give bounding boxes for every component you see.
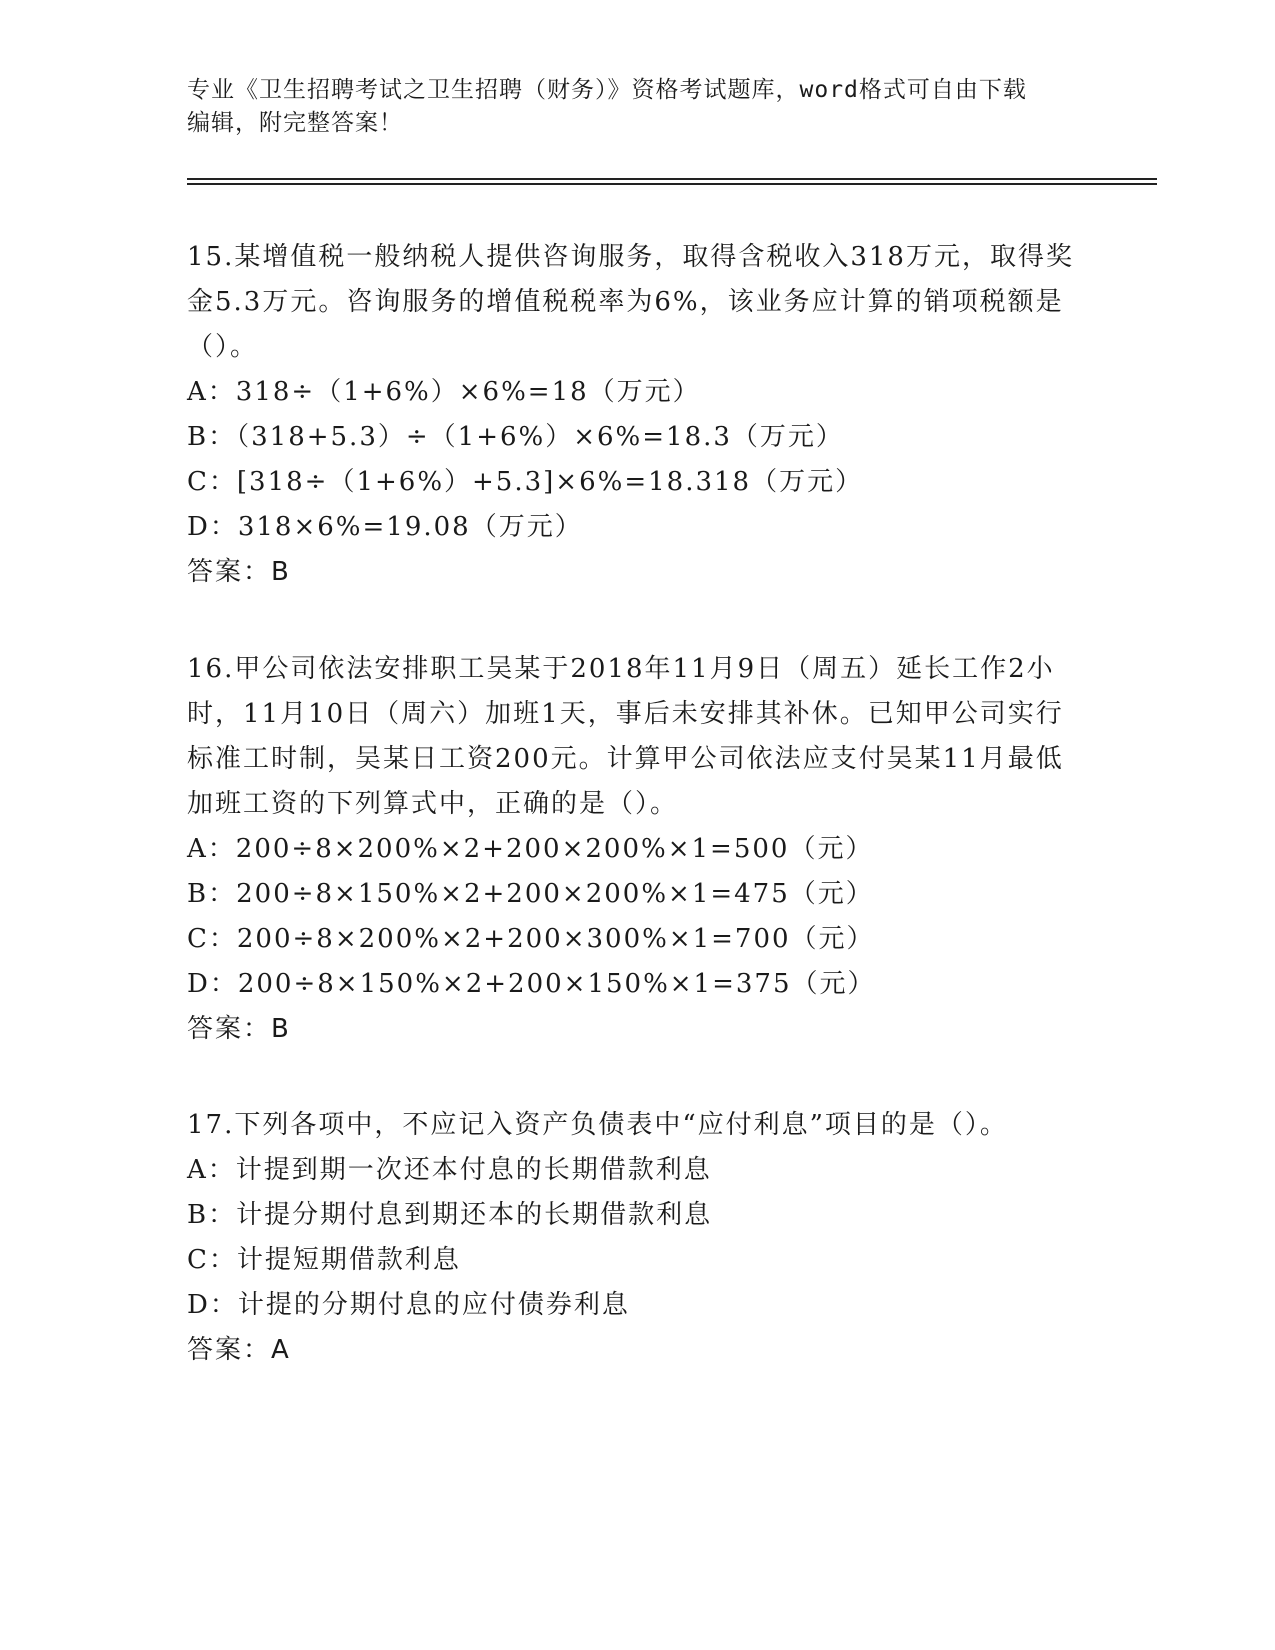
option-a: A：200÷8×200%×2+200×200%×1=500（元）: [187, 834, 874, 864]
document-intro: [187, 74, 1087, 140]
option-a: A：318÷（1+6%）×6%=18（万元）: [187, 377, 701, 407]
option-d: D：200÷8×150%×2+200×150%×1=375（元）: [187, 969, 876, 999]
question-stem: 16.甲公司依法安排职工吴某于2018年11月9日（周五）延长工作2小时，11月10日（周六）加班1天，事后未安排其补休。已知甲公司实行标准工时制，吴某日工资200元。计算甲公司依法应支付吴某11月最低加班工资的下列算式中，正确的是（）。: [187, 654, 1064, 819]
option-c: C：200÷8×200%×2+200×300%×1=700（元）: [187, 924, 875, 954]
header-divider-bottom: [187, 183, 1157, 185]
option-b: B：（318+5.3）÷（1+6%）×6%=18.3（万元）: [187, 422, 844, 452]
option-b: B：计提分期付息到期还本的长期借款利息: [187, 1200, 713, 1230]
option-d: D：318×6%=19.08（万元）: [187, 512, 583, 542]
option-c: C：计提短期借款利息: [187, 1245, 461, 1275]
question-16: [187, 647, 1087, 1052]
header-divider-top: [187, 178, 1157, 180]
option-c: C：[318÷（1+6%）+5.3]×6%=18.318（万元）: [187, 467, 864, 497]
question-stem: 15.某增值税一般纳税人提供咨询服务，取得含税收入318万元，取得奖金5.3万元。咨询服务的增值税税率为6%，该业务应计算的销项税额是（）。: [187, 242, 1074, 362]
answer: 答案：A: [187, 1335, 291, 1365]
question-stem: 17.下列各项中，不应记入资产负债表中“应付利息”项目的是（）。: [187, 1110, 1008, 1140]
question-15: [187, 235, 1087, 595]
option-d: D：计提的分期付息的应付债券利息: [187, 1290, 630, 1320]
intro-line-2: 编辑，附完整答案！: [187, 110, 403, 136]
option-a: A：计提到期一次还本付息的长期借款利息: [187, 1155, 712, 1185]
option-b: B：200÷8×150%×2+200×200%×1=475（元）: [187, 879, 874, 909]
intro-line-1: 专业《卫生招聘考试之卫生招聘（财务）》资格考试题库，word格式可自由下载: [187, 77, 1027, 103]
question-17: [187, 1103, 1087, 1373]
answer: 答案：B: [187, 1014, 291, 1044]
answer: 答案：B: [187, 557, 291, 587]
